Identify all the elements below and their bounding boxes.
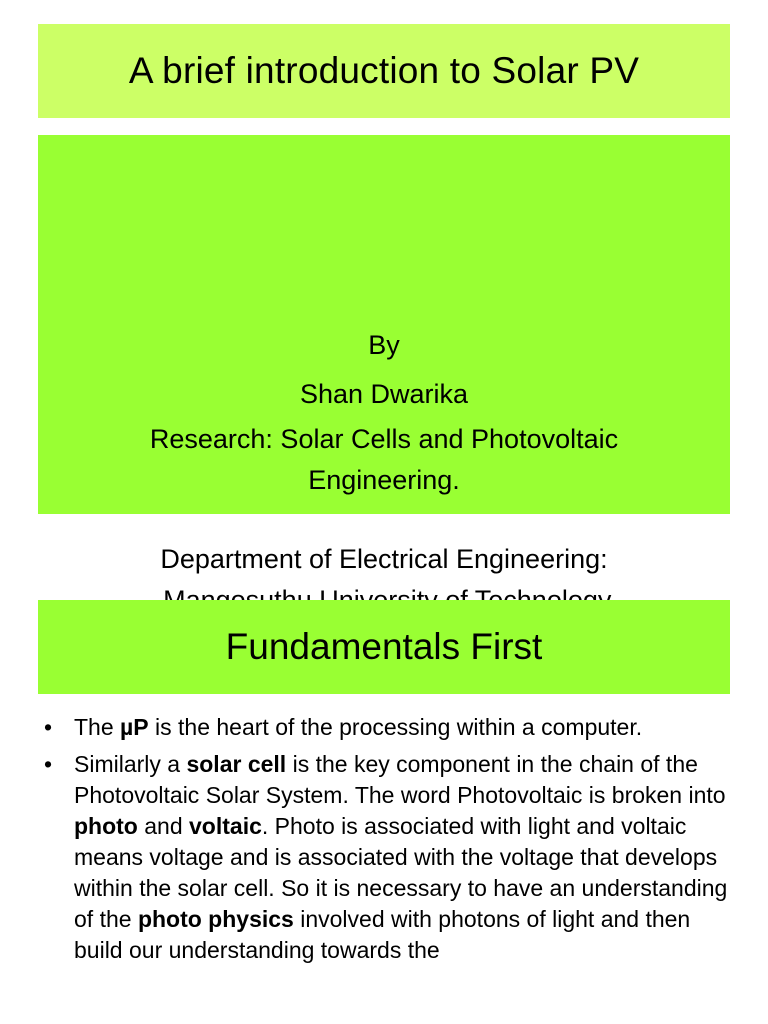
bullet-text: involved with photons of light and then build our understanding towards the — [74, 906, 691, 963]
bold-term: µP — [120, 714, 149, 740]
bullet-item — [44, 749, 734, 966]
bullet-text: . Photo is associated with light and voltaic means voltage and is associated with the voltage that develops within the solar cell. So it is necessary to have an understanding of the — [74, 813, 728, 932]
title-banner — [38, 24, 730, 118]
bullet-list-container — [44, 712, 734, 972]
bullet-text: The — [74, 714, 121, 740]
section-heading: Fundamentals First — [225, 626, 543, 667]
department-name: Department of Electrical Engineering: — [160, 544, 608, 574]
bold-term: photo — [74, 813, 138, 839]
section-banner — [38, 600, 730, 694]
bullet-text: is the key component in the chain of the Photovoltaic Solar System. The word Photovoltaic is broken into — [74, 751, 726, 808]
bullet-text: is the heart of the processing within a computer. — [148, 714, 643, 740]
author-name: Shan Dwarika — [299, 379, 469, 409]
bullet-marker: • — [44, 751, 53, 777]
bullet-text: and — [137, 813, 190, 839]
bullet-list — [44, 712, 734, 966]
bold-term: solar cell — [186, 751, 287, 777]
by-label: By — [368, 330, 400, 360]
bold-term: photo physics — [137, 906, 294, 932]
document-title: A brief introduction to Solar PV — [128, 50, 640, 91]
research-area: Research: Solar Cells and Photovoltaic Engineering. — [149, 424, 619, 495]
bullet-marker: • — [44, 714, 53, 740]
bold-term: voltaic — [189, 813, 262, 839]
byline-panel — [38, 135, 730, 574]
bullet-item — [44, 712, 734, 743]
bullet-text: Similarly a — [74, 751, 187, 777]
